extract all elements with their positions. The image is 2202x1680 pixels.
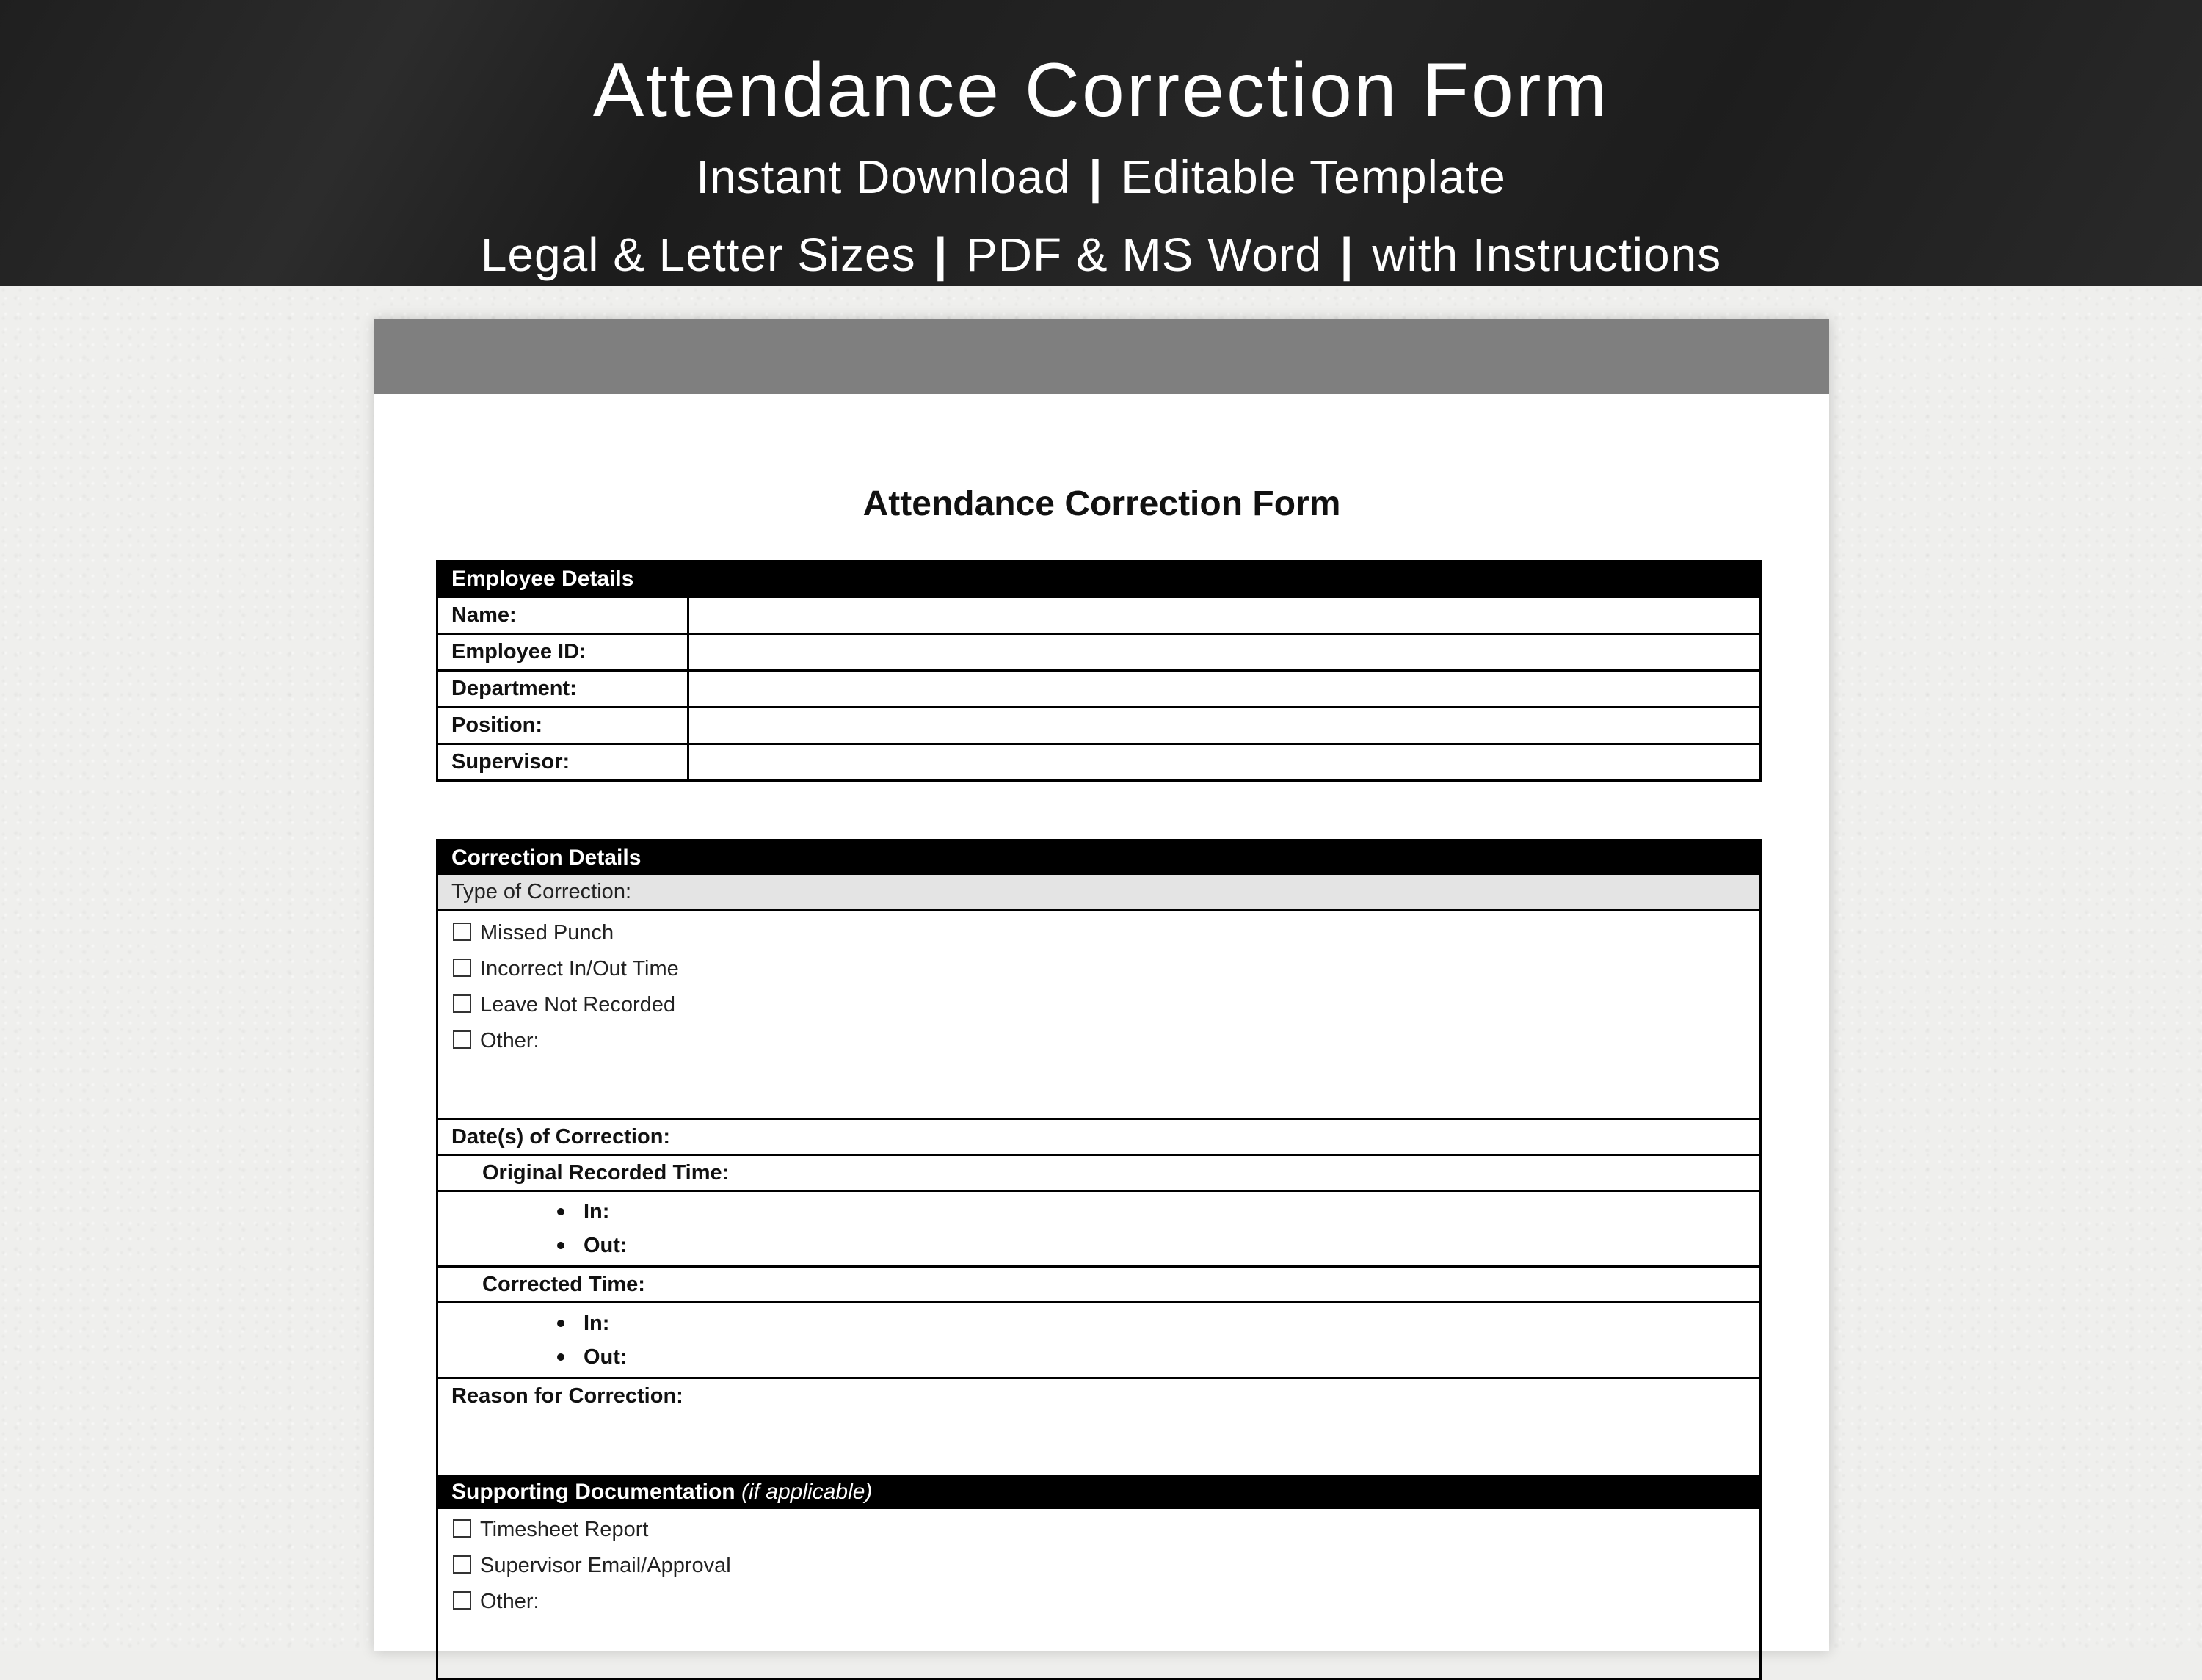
promo-banner [0,0,2202,286]
document-header-bar [374,319,1829,394]
field-row-employee-id [438,633,1759,669]
correction-details-table [436,839,1762,1680]
banner-subtitle-2 [0,222,2202,288]
bullet-icon [557,1353,564,1361]
option-label: Incorrect In/Out Time [480,957,679,981]
field-label: Position: [438,708,689,743]
checkbox-icon[interactable] [453,1591,471,1610]
field-label: Department: [438,672,689,706]
banner-separator: | [934,228,948,281]
correction-type-options [438,909,1759,1118]
supervisor-field[interactable] [689,745,1759,779]
checkbox-icon[interactable] [453,959,471,977]
department-field[interactable] [689,672,1759,706]
supporting-documentation-heading [438,1475,1759,1509]
original-time-entries [438,1190,1759,1265]
in-label: In: [584,1312,610,1335]
name-field[interactable] [689,598,1759,633]
option-missed-punch[interactable] [438,915,1759,951]
employee-id-field[interactable] [689,635,1759,669]
field-label: Employee ID: [438,635,689,669]
corrected-time-entries [438,1301,1759,1377]
checkbox-icon[interactable] [453,923,471,941]
bullet-icon [557,1320,564,1327]
option-other-documentation[interactable] [438,1584,1759,1620]
banner-feature-editable: Editable Template [1121,150,1506,203]
option-label: Missed Punch [480,921,614,945]
option-label: Timesheet Report [480,1518,649,1541]
checkbox-icon[interactable] [453,1555,471,1574]
banner-subtitle-1 [0,144,2202,210]
banner-separator: | [1340,228,1354,281]
option-leave-not-recorded[interactable] [438,987,1759,1023]
banner-feature-sizes: Legal & Letter Sizes [480,228,916,281]
out-label: Out: [584,1345,628,1369]
type-of-correction-label: Type of Correction: [438,875,1759,909]
field-row-supervisor [438,743,1759,779]
employee-details-table [436,560,1762,782]
option-supervisor-email[interactable] [438,1548,1759,1584]
field-row-department [438,669,1759,706]
option-other[interactable] [438,1023,1759,1059]
original-recorded-time-label: Original Recorded Time: [438,1154,1759,1190]
field-row-position [438,706,1759,743]
field-row-name [438,596,1759,633]
corrected-in-row[interactable] [438,1306,1759,1340]
reason-label: Reason for Correction: [451,1384,683,1408]
option-label: Leave Not Recorded [480,993,675,1017]
original-in-row[interactable] [438,1195,1759,1229]
banner-feature-formats: PDF & MS Word [966,228,1322,281]
option-incorrect-time[interactable] [438,951,1759,987]
supporting-heading-note: (if applicable) [741,1480,873,1504]
checkbox-icon[interactable] [453,1519,471,1538]
option-label: Supervisor Email/Approval [480,1554,731,1577]
correction-details-heading: Correction Details [438,841,1759,875]
option-label: Other: [480,1590,539,1613]
in-label: In: [584,1200,610,1223]
supporting-heading-text: Supporting Documentation [451,1480,735,1504]
employee-details-heading: Employee Details [438,562,1759,596]
out-label: Out: [584,1234,628,1257]
bullet-icon [557,1208,564,1215]
reason-for-correction-field[interactable] [438,1377,1759,1475]
field-label: Supervisor: [438,745,689,779]
supporting-options [438,1509,1759,1678]
other-details-space[interactable] [438,1059,1759,1118]
option-timesheet-report[interactable] [438,1512,1759,1548]
banner-feature-instant-download: Instant Download [696,150,1071,203]
corrected-time-label: Corrected Time: [438,1265,1759,1301]
checkbox-icon[interactable] [453,1030,471,1049]
dates-of-correction-label: Date(s) of Correction: [438,1118,1759,1154]
banner-title: Attendance Correction Form [592,48,1610,133]
original-out-row[interactable] [438,1229,1759,1262]
corrected-out-row[interactable] [438,1340,1759,1374]
form-document-page [374,319,1829,1651]
banner-separator: | [1089,150,1103,203]
checkbox-icon[interactable] [453,994,471,1013]
position-field[interactable] [689,708,1759,743]
banner-feature-instructions: with Instructions [1372,228,1722,281]
field-label: Name: [438,598,689,633]
bullet-icon [557,1242,564,1249]
document-title: Attendance Correction Form [862,484,1341,523]
option-label: Other: [480,1029,539,1052]
